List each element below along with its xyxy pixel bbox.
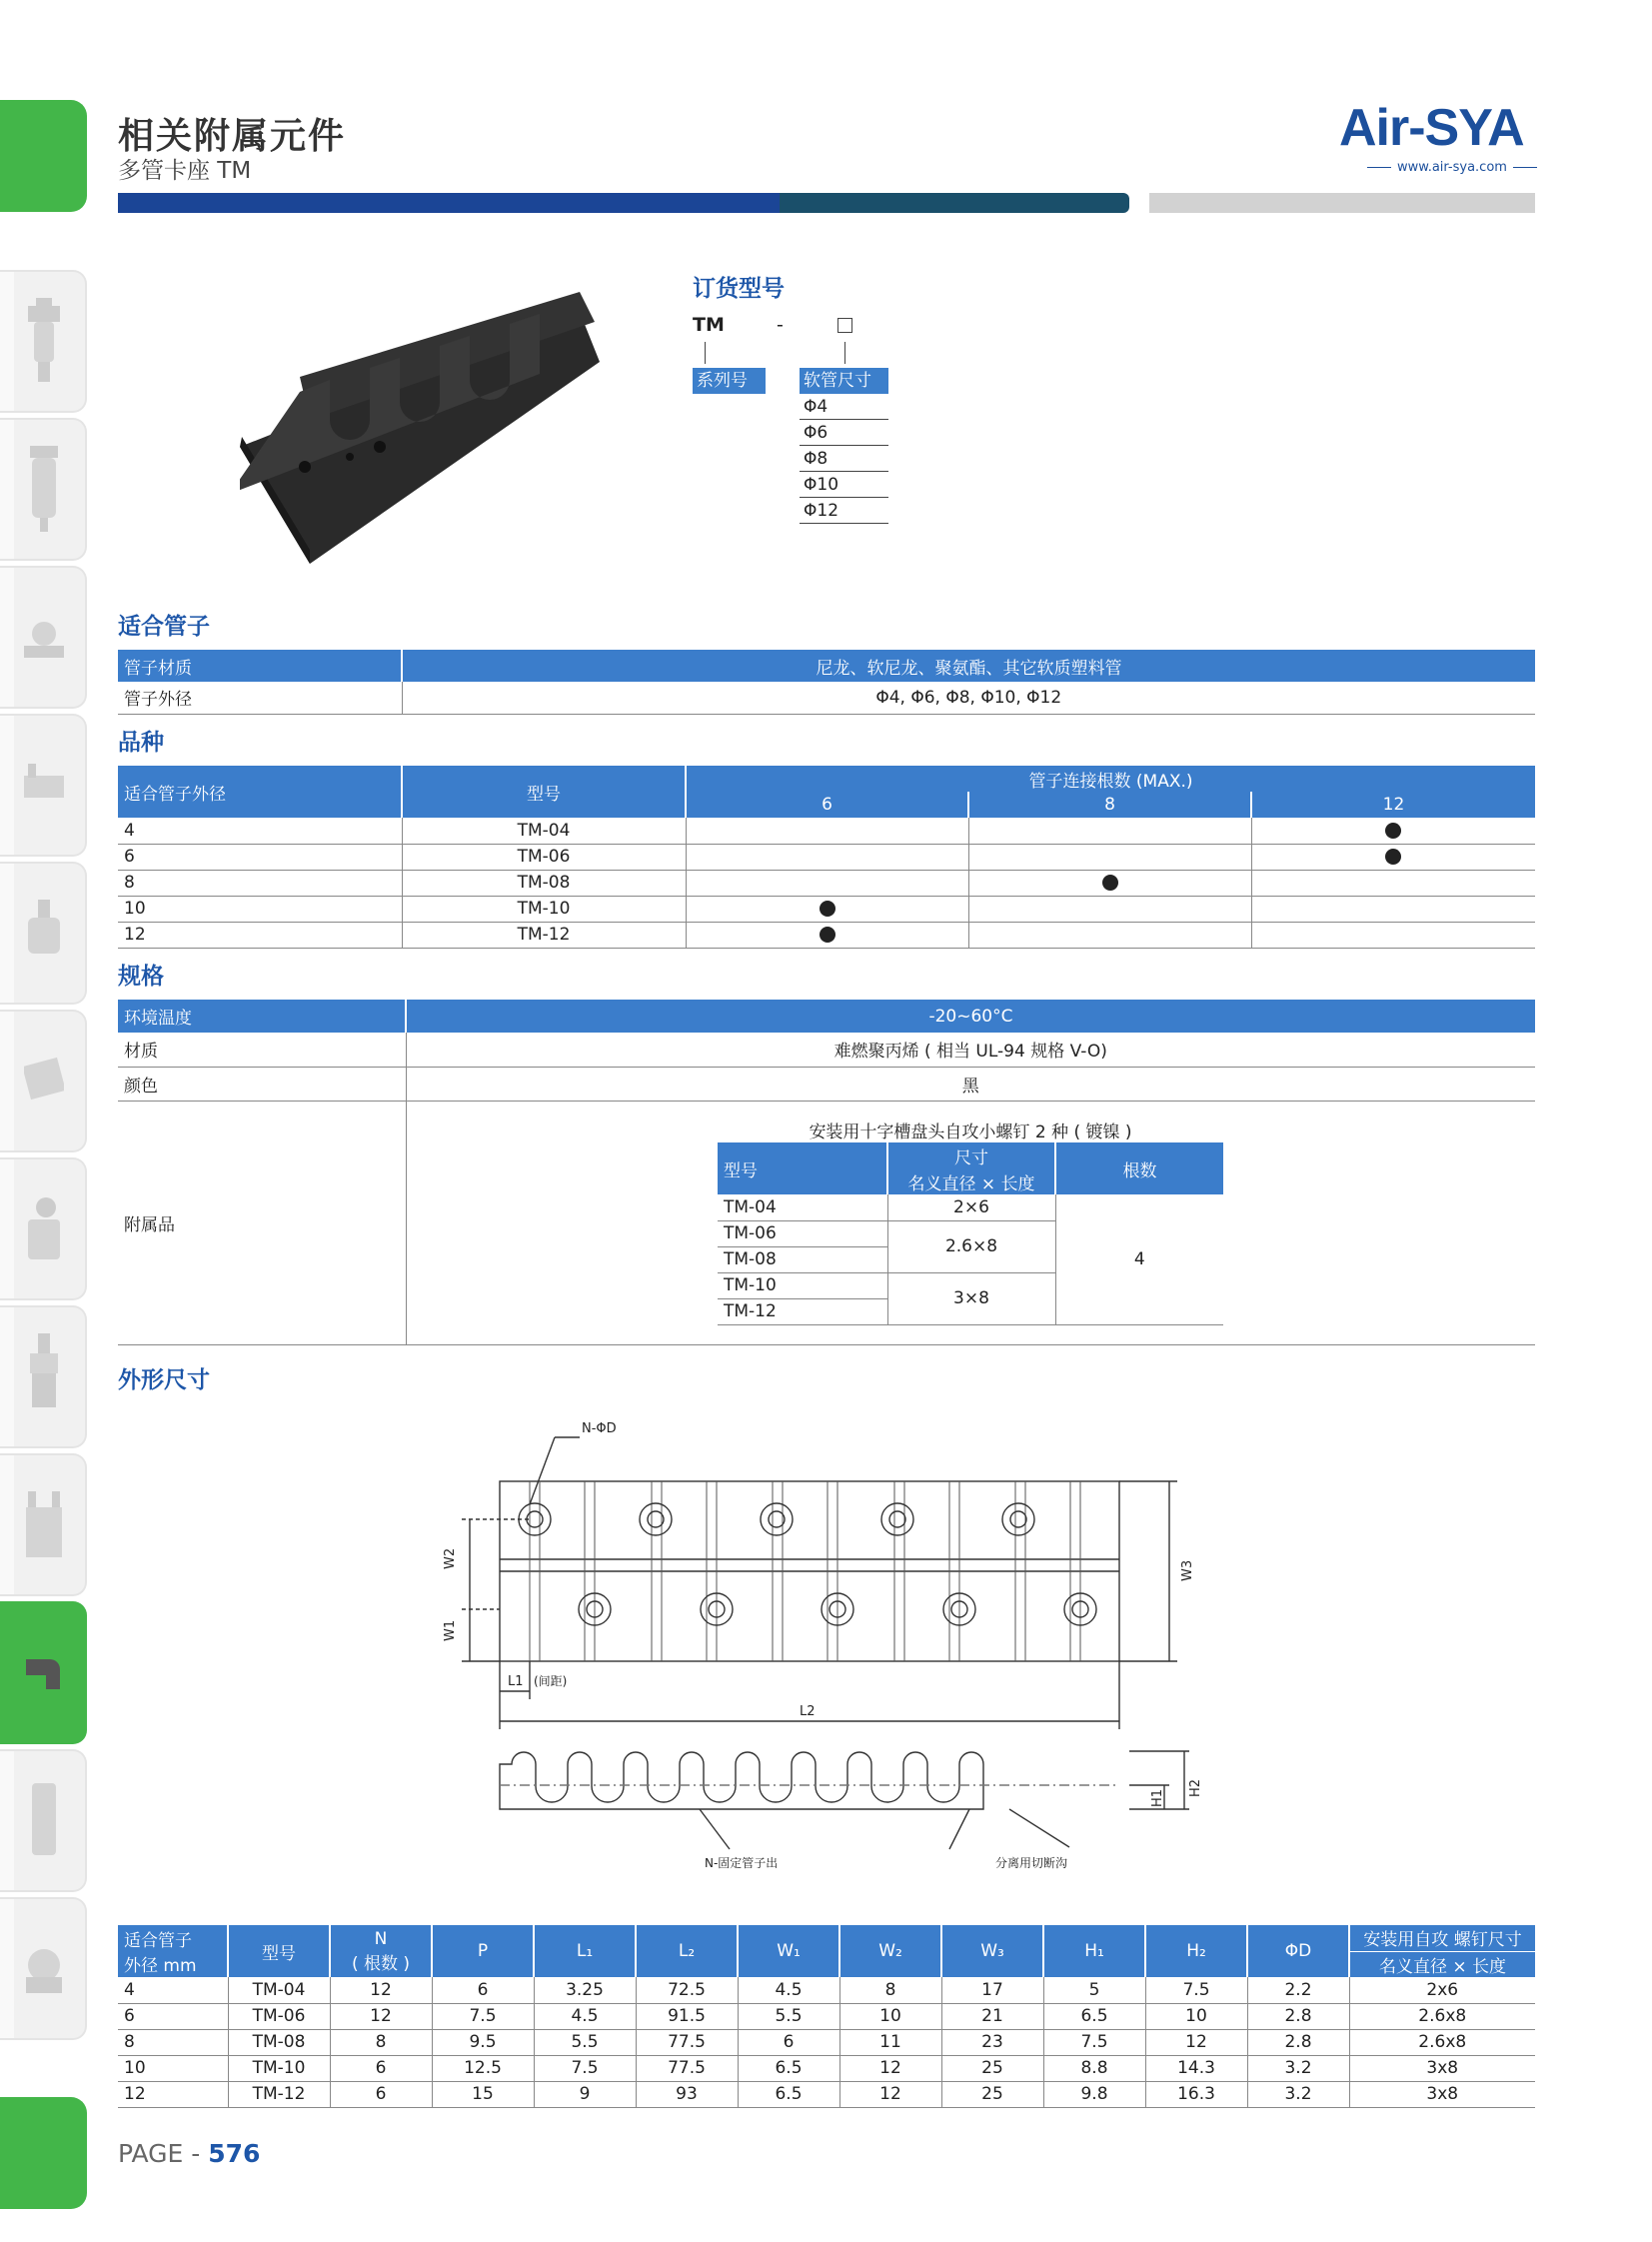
sidebar-tab-accessories[interactable]	[0, 1601, 87, 1744]
acc-model: TM-04	[718, 1194, 887, 1220]
accessory-title: 安装用十字槽盘头自攻小螺钉 2 种 ( 镀镍 )	[809, 1122, 1132, 1142]
dim-cell: 5.5	[738, 2003, 839, 2029]
dim-cell: TM-04	[228, 1977, 330, 2003]
order-code-dash: -	[777, 314, 784, 336]
dim-cell: 17	[941, 1977, 1043, 2003]
dim-col-screw: 安装用自攻 螺钉尺寸	[1349, 1925, 1535, 1951]
variety-od: 12	[118, 922, 402, 948]
variety-count-cell	[968, 844, 1251, 870]
dim-col-screw-sub: 名义直径 × 长度	[1349, 1951, 1535, 1977]
dim-row	[118, 1977, 1535, 2003]
acc-size: 2×6	[887, 1194, 1055, 1220]
order-series-tag: 系列号	[693, 368, 766, 394]
spec-color-value: 黑	[406, 1067, 1535, 1101]
dim-cell: 2.2	[1247, 1977, 1349, 2003]
dim-col-w3: W₃	[941, 1925, 1043, 1977]
dim-cell: 12	[118, 2081, 228, 2107]
sidebar-bottom-tab	[0, 2097, 87, 2209]
sidebar-tab-silencer[interactable]	[0, 1749, 87, 1892]
variety-count-cell	[686, 844, 968, 870]
dim-cell: 6.5	[738, 2055, 839, 2081]
dim-cell: 12	[1145, 2029, 1247, 2055]
dim-cell: 3x8	[1349, 2055, 1535, 2081]
dim-row	[118, 2003, 1535, 2029]
dimension-table	[118, 1925, 1535, 2108]
dim-col-h2: H₂	[1145, 1925, 1247, 1977]
variety-row	[118, 870, 1535, 896]
label-h1: H1	[1150, 1788, 1165, 1807]
variety-count-cell	[968, 870, 1251, 896]
dim-row	[118, 2055, 1535, 2081]
acc-model: TM-08	[718, 1246, 887, 1272]
dim-col-l1: L₁	[534, 1925, 636, 1977]
spec-color-label: 颜色	[118, 1067, 406, 1101]
variety-count-cell	[1251, 896, 1535, 922]
label-l2: L2	[800, 1704, 816, 1719]
variety-col-12: 12	[1251, 792, 1535, 818]
acc-model: TM-12	[718, 1298, 887, 1324]
sidebar-tab-block[interactable]	[0, 1010, 87, 1152]
dim-cell: 3x8	[1349, 2081, 1535, 2107]
dim-cell: 2.6x8	[1349, 2003, 1535, 2029]
acc-col-qty: 根数	[1055, 1142, 1223, 1194]
acc-col-size: 尺寸	[887, 1142, 1055, 1168]
product-photo	[240, 292, 620, 567]
availability-dot	[1102, 875, 1118, 891]
dim-row	[118, 2029, 1535, 2055]
dim-cell: 4	[118, 1977, 228, 2003]
dim-cell: 91.5	[636, 2003, 738, 2029]
label-n-fix: N-固定管子出	[705, 1856, 779, 1870]
dim-cell: 7.5	[1043, 2029, 1145, 2055]
label-w3: W3	[1180, 1559, 1195, 1581]
dim-cell: 5.5	[534, 2029, 636, 2055]
variety-count-cell	[968, 818, 1251, 844]
dim-cell: 9	[534, 2081, 636, 2107]
dim-cell: 12	[330, 2003, 432, 2029]
dim-cell: 3.2	[1247, 2055, 1349, 2081]
dim-cell: 25	[941, 2055, 1043, 2081]
label-cut: 分离用切断沟	[995, 1856, 1068, 1870]
variety-model: TM-10	[402, 896, 686, 922]
page-prefix: PAGE -	[118, 2139, 209, 2168]
variety-count-cell	[686, 896, 968, 922]
variety-model: TM-12	[402, 922, 686, 948]
dim-col-l2: L₂	[636, 1925, 738, 1977]
dim-cell: 2.8	[1247, 2003, 1349, 2029]
order-code-series: TM	[693, 314, 725, 336]
sidebar-tab-regulator[interactable]	[0, 1305, 87, 1448]
dim-cell: 6	[330, 2055, 432, 2081]
dim-cell: 12	[839, 2081, 941, 2107]
variety-col-od: 适合管子外径	[118, 766, 402, 818]
header-bar-grey	[1149, 193, 1535, 213]
dim-cell: 4.5	[738, 1977, 839, 2003]
order-size-option: Φ12	[800, 498, 888, 524]
acc-size: 3×8	[887, 1272, 1055, 1324]
acc-qty: 4	[1055, 1194, 1223, 1324]
variety-count-cell	[1251, 818, 1535, 844]
dim-cell: TM-06	[228, 2003, 330, 2029]
variety-count-cell	[686, 818, 968, 844]
spec-material-label: 材质	[118, 1033, 406, 1067]
sidebar-tab-valve[interactable]	[0, 714, 87, 857]
dim-cell: 7.5	[432, 2003, 534, 2029]
variety-model: TM-06	[402, 844, 686, 870]
variety-model: TM-04	[402, 818, 686, 844]
dim-cell: 16.3	[1145, 2081, 1247, 2107]
sidebar-tab-gauge[interactable]	[0, 566, 87, 709]
dim-cell: 25	[941, 2081, 1043, 2107]
variety-od: 6	[118, 844, 402, 870]
dim-row	[118, 2081, 1535, 2107]
dim-col-n-l1: N	[374, 1928, 388, 1949]
variety-row	[118, 844, 1535, 870]
variety-col-max: 管子连接根数 (MAX.)	[686, 766, 1535, 792]
dim-cell: 3.25	[534, 1977, 636, 2003]
acc-model: TM-06	[718, 1220, 887, 1246]
dim-col-h1: H₁	[1043, 1925, 1145, 1977]
dim-cell: 23	[941, 2029, 1043, 2055]
variety-col-model: 型号	[402, 766, 686, 818]
dim-cell: 12	[839, 2055, 941, 2081]
spec-accessory-label: 附属品	[118, 1101, 406, 1344]
dim-cell: TM-12	[228, 2081, 330, 2107]
page-number	[118, 2139, 260, 2168]
accessory-table	[718, 1142, 1223, 1325]
label-l1: L1	[508, 1674, 524, 1689]
dim-cell: TM-10	[228, 2055, 330, 2081]
variety-col-8: 8	[968, 792, 1251, 818]
order-size-option: Φ10	[800, 472, 888, 498]
dim-cell: 8	[330, 2029, 432, 2055]
variety-section-title: 品种	[118, 730, 164, 756]
dimension-drawing	[430, 1409, 1229, 1879]
dim-cell: 8	[839, 1977, 941, 2003]
dim-cell: 10	[1145, 2003, 1247, 2029]
dim-cell: 7.5	[1145, 1977, 1247, 2003]
brand-url: www.air-sya.com	[1361, 160, 1543, 175]
label-nd: N-ΦD	[582, 1421, 617, 1436]
sidebar-tab-fitting[interactable]	[0, 1157, 87, 1300]
page-title: 相关附属元件	[118, 116, 347, 157]
tube-section-title: 适合管子	[118, 614, 210, 640]
dim-cell: 6	[118, 2003, 228, 2029]
dim-cell: 2x6	[1349, 1977, 1535, 2003]
variety-row	[118, 896, 1535, 922]
order-size-option: Φ4	[800, 394, 888, 420]
dim-col-od-l2: 外径 mm	[124, 1956, 197, 1976]
variety-count-cell	[686, 922, 968, 948]
dim-cell: 7.5	[534, 2055, 636, 2081]
variety-row	[118, 818, 1535, 844]
dim-col-w1: W₁	[738, 1925, 839, 1977]
tube-table	[118, 650, 1535, 715]
acc-col-model: 型号	[718, 1142, 887, 1194]
order-size-tag: 软管尺寸	[800, 368, 888, 394]
tube-od-label: 管子外径	[118, 682, 402, 714]
header-bar-accent	[780, 193, 1129, 213]
dim-cell: 93	[636, 2081, 738, 2107]
sidebar-tab-pump[interactable]	[0, 1897, 87, 2040]
dim-col-n-l2: ( 根数 )	[351, 1953, 411, 1974]
variety-od: 8	[118, 870, 402, 896]
label-gap: (间距)	[534, 1674, 568, 1688]
dim-cell: 21	[941, 2003, 1043, 2029]
dim-col-n	[330, 1925, 432, 1977]
acc-size: 2.6×8	[887, 1220, 1055, 1272]
variety-count-cell	[1251, 870, 1535, 896]
sidebar-tab-filter-regulator[interactable]	[0, 270, 87, 413]
acc-col-size-sub: 名义直径 × 长度	[887, 1168, 1055, 1194]
dim-col-model: 型号	[228, 1925, 330, 1977]
availability-dot	[1385, 849, 1401, 865]
label-w2: W2	[443, 1547, 458, 1569]
dim-cell: 9.8	[1043, 2081, 1145, 2107]
page-num: 576	[208, 2139, 261, 2168]
dim-cell: 72.5	[636, 1977, 738, 2003]
dim-cell: 10	[118, 2055, 228, 2081]
spec-temp-label: 环境温度	[118, 1000, 406, 1033]
dim-cell: 8	[118, 2029, 228, 2055]
acc-model: TM-10	[718, 1272, 887, 1298]
dim-col-od	[118, 1925, 228, 1977]
label-h2: H2	[1188, 1778, 1203, 1797]
variety-count-cell	[686, 870, 968, 896]
variety-count-cell	[968, 896, 1251, 922]
dim-cell: 14.3	[1145, 2055, 1247, 2081]
variety-col-6: 6	[686, 792, 968, 818]
dim-col-p: P	[432, 1925, 534, 1977]
order-code-title: 订货型号	[693, 276, 785, 302]
tube-material-value: 尼龙、软尼龙、聚氨酯、其它软质塑料管	[402, 650, 1535, 682]
header-bar	[118, 193, 780, 213]
variety-row	[118, 922, 1535, 948]
brand-logo: Air-SYA	[1339, 99, 1524, 157]
dim-cell: 2.8	[1247, 2029, 1349, 2055]
availability-dot	[1385, 823, 1401, 839]
dim-cell: 6	[432, 1977, 534, 2003]
dim-col-w2: W₂	[839, 1925, 941, 1977]
dim-cell: 15	[432, 2081, 534, 2107]
variety-table	[118, 766, 1535, 949]
availability-dot	[820, 901, 835, 917]
variety-model: TM-08	[402, 870, 686, 896]
spec-temp-value: -20~60°C	[406, 1000, 1535, 1033]
dim-cell: 11	[839, 2029, 941, 2055]
availability-dot	[820, 927, 835, 943]
variety-count-cell	[968, 922, 1251, 948]
dim-cell: 12.5	[432, 2055, 534, 2081]
order-size-option: Φ8	[800, 446, 888, 472]
dim-cell: 6.5	[1043, 2003, 1145, 2029]
variety-count-cell	[1251, 844, 1535, 870]
sidebar-tab-speed-controller[interactable]	[0, 862, 87, 1005]
variety-od: 10	[118, 896, 402, 922]
order-code-leader	[844, 342, 845, 364]
tube-od-value: Φ4, Φ6, Φ8, Φ10, Φ12	[402, 682, 1535, 714]
order-size-option: Φ6	[800, 420, 888, 446]
dim-cell: 8.8	[1043, 2055, 1145, 2081]
dim-cell: 5	[1043, 1977, 1145, 2003]
variety-od: 4	[118, 818, 402, 844]
dimensions-section-title: 外形尺寸	[118, 1367, 210, 1393]
dim-cell: 6	[738, 2029, 839, 2055]
dim-cell: 9.5	[432, 2029, 534, 2055]
dim-cell: 12	[330, 1977, 432, 2003]
dim-cell: 4.5	[534, 2003, 636, 2029]
page-subtitle: 多管卡座 TM	[118, 158, 252, 184]
tube-material-label: 管子材质	[118, 650, 402, 682]
sidebar-top-tab	[0, 100, 87, 212]
variety-count-cell	[1251, 922, 1535, 948]
dim-col-d: ΦD	[1247, 1925, 1349, 1977]
sidebar-tab-cylinder[interactable]	[0, 1453, 87, 1596]
spec-material-value: 难燃聚丙烯 ( 相当 UL-94 规格 V-O)	[406, 1033, 1535, 1067]
dim-cell: 3.2	[1247, 2081, 1349, 2107]
dim-cell: 77.5	[636, 2055, 738, 2081]
dim-cell: 6	[330, 2081, 432, 2107]
order-code-leader	[705, 342, 706, 364]
dim-cell: TM-08	[228, 2029, 330, 2055]
label-w1: W1	[443, 1619, 458, 1641]
dim-cell: 10	[839, 2003, 941, 2029]
dim-cell: 6.5	[738, 2081, 839, 2107]
spec-section-title: 规格	[118, 964, 164, 990]
dim-cell: 2.6x8	[1349, 2029, 1535, 2055]
order-code-size-box	[837, 318, 852, 333]
sidebar-tab-filter[interactable]	[0, 418, 87, 561]
dim-col-od-l1: 适合管子	[124, 1931, 192, 1951]
dim-cell: 77.5	[636, 2029, 738, 2055]
